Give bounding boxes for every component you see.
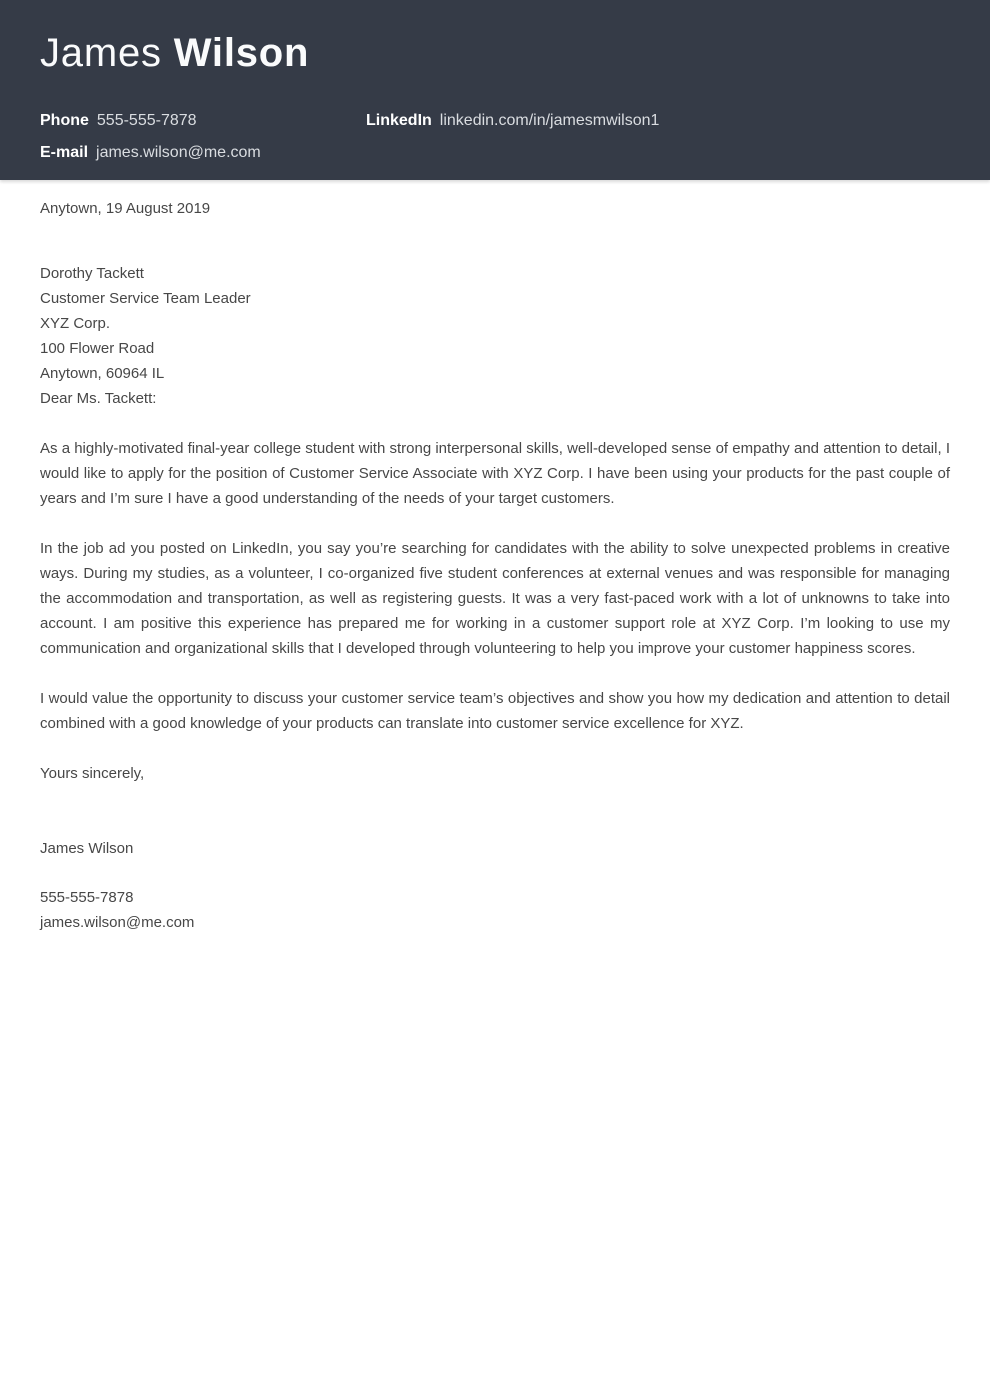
contact-phone bbox=[40, 110, 366, 132]
contact-linkedin bbox=[366, 110, 950, 132]
recipient-title: Customer Service Team Leader bbox=[40, 290, 251, 307]
closing-salutation: Yours sincerely, bbox=[40, 765, 145, 782]
author-name bbox=[40, 33, 950, 73]
salutation: Dear Ms. Tackett: bbox=[40, 390, 157, 407]
contact-email-value: james.wilson@me.com bbox=[96, 144, 261, 161]
recipient-street: 100 Flower Road bbox=[40, 340, 155, 357]
recipient-address bbox=[40, 261, 950, 386]
recipient-city: Anytown, 60964 IL bbox=[40, 365, 165, 382]
contact-linkedin-label: LinkedIn bbox=[366, 112, 432, 129]
contact-phone-value: 555-555-7878 bbox=[96, 112, 197, 129]
author-first-name: James bbox=[40, 31, 162, 75]
contact-linkedin-value: linkedin.com/in/jamesmwilson1 bbox=[439, 112, 660, 129]
contact-email bbox=[40, 142, 366, 164]
letter-header bbox=[0, 0, 990, 180]
recipient-company: XYZ Corp. bbox=[40, 315, 111, 332]
paragraph-value: I would value the opportunity to discuss your customer service team’s objectives and show you how my dedication and attention to detail combined with a good knowledge of your products can translate into customer service excellence for XYZ. bbox=[40, 690, 950, 732]
recipient-name: Dorothy Tackett bbox=[40, 265, 144, 282]
contact-info bbox=[40, 110, 950, 164]
paragraph-intro: As a highly-motivated final-year college student with strong interpersonal skills, well-developed sense of empathy and attention to detail, I would like to apply for the position of Customer Service Associate with XYZ Corp. I have been using your products for the past couple of years and I’m sure I have a good understanding of the needs of your target customers. bbox=[40, 440, 950, 507]
signature-name: James Wilson bbox=[40, 840, 134, 857]
letter-body bbox=[0, 180, 990, 935]
contact-email-label: E-mail bbox=[40, 144, 89, 161]
author-last-name: Wilson bbox=[173, 31, 310, 75]
signature-contact bbox=[40, 885, 950, 935]
signature-email: james.wilson@me.com bbox=[40, 914, 195, 931]
paragraph-experience: In the job ad you posted on LinkedIn, you say you’re searching for candidates with the ability to solve unexpected problems in creative ways. During my studies, as a volunteer, I co-organized five student conferences at external venues and was responsible for managing the accommodation and transportation, as well as registering guests. It was a very fast-paced work with a lot of unknowns to take into account. I am positive this experience has prepared me for working in a customer support role at XYZ Corp. I’m looking to use my communication and organizational skills that I developed through volunteering to help you improve your customer happiness scores. bbox=[40, 540, 950, 657]
date-line: Anytown, 19 August 2019 bbox=[40, 200, 211, 217]
signature-phone: 555-555-7878 bbox=[40, 889, 134, 906]
contact-phone-label: Phone bbox=[40, 112, 89, 129]
